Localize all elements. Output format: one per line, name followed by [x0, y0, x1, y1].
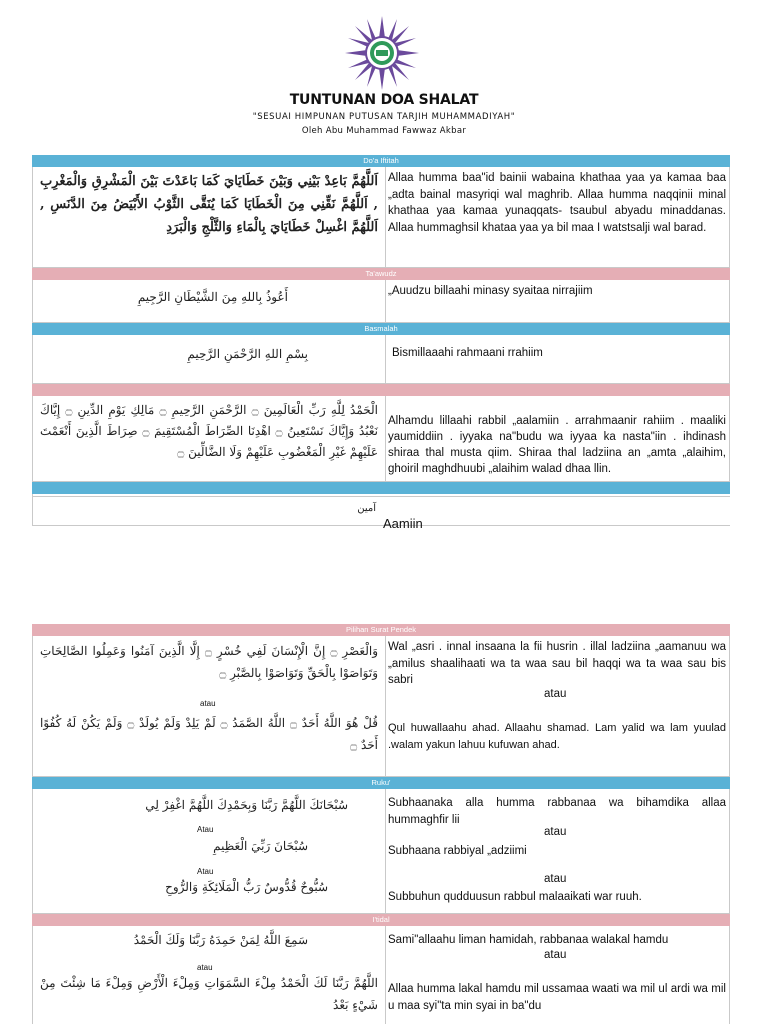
- latin-text-itidal-2: Allaa humma lakal hamdu mil ussamaa waati wa mil ul ardi wa mil u maa syi"ta min syai in ba"du: [388, 983, 726, 1012]
- arabic-text-surat-asr: وَالْعَصْرِ ۝ إِنَّ الْإِنْسَانَ لَفِي خُسْرٍ ۝ إِلَّا الَّذِينَ آمَنُوا وَعَمِلُوا الصَّالِحَاتِ وَتَوَاصَوْا بِالْحَقِّ وَتَوَاصَوْا بِالصَّبْرِ ۝: [40, 644, 378, 680]
- latin-text-surat-ikhlas: Qul huwallaahu ahad. Allaahu shamad. Lam yalid wa lam yuulad .walam yakun lahuu kufuwan ahad.: [388, 722, 726, 751]
- section-header-iftitah: Do'a Iftitah: [32, 155, 730, 167]
- atau-label: atau: [544, 688, 567, 700]
- latin-text-iftitah: Allaa humma baa"id bainii wabaina khathaa yaa ya kamaa baa „adta bainal masyriqi wal maghrib. Allaa humma naqqinii minal khathaa yaa kamaa yunaqqats- tsaubul abyadu minaddanas. Allaa hummaghsil khataa yaa ya bil maa I watstsalji wal barad.: [388, 172, 726, 234]
- atau-label: atau: [197, 963, 213, 972]
- arabic-text-taawudz: [40, 287, 378, 308]
- arabic-line-ruku-1: سُبْحَانَكَ اللَّهُمَّ رَبَّنَا وَبِحَمْدِكَ اللَّهُمَّ اغْفِرْ لِي: [145, 798, 348, 812]
- latin-text-ruku-2: Subhaana rabbiyal „adziimi: [388, 845, 527, 857]
- arabic-text-fatihah: الْحَمْدُ لِلَّهِ رَبِّ الْعَالَمِينَ ۝ الرَّحْمَنِ الرَّحِيمِ ۝ مَالِكِ يَوْمِ الدِّينِ ۝ إِيَّاكَ نَعْبُدُ وَإِيَّاكَ نَسْتَعِينُ ۝ اهْدِنَا الصِّرَاطَ الْمُسْتَقِيمَ ۝ صِرَاطَ الَّذِينَ أَنْعَمْتَ عَلَيْهِمْ غَيْرِ الْمَغْضُوبِ عَلَيْهِمْ وَلَا الضَّالِّينَ ۝: [40, 403, 378, 459]
- arabic-text-iftitah: اَللَّهُمَّ بَاعِدْ بَيْنِي وَبَيْنَ خَطَايَايَ كَمَا بَاعَدْتَ بَيْنَ الْمَشْرِقِ وَالْمَغْرِبِ , اَللَّهُمَّ نَقِّنِي مِنَ الْخَطَايَا كَمَا يُنَقَّى الثَّوْبُ الأَبْيَضُ مِنَ الدَّنَسِ , اَللَّهُمَّ اغْسِلْ خَطَايَايَ بِالْمَاءِ وَالثَّلْجِ وَالْبَرَدِ: [40, 174, 378, 235]
- latin-text-basmalah: Bismillaaahi rahmaani rrahiim: [392, 347, 543, 359]
- arabic-line-itidal-1: سَمِعَ اللَّهُ لِمَنْ حَمِدَهُ رَبَّنَا وَلَكَ الْحَمْدُ: [133, 933, 308, 947]
- page-subtitle: "SESUAI HIMPUNAN PUTUSAN TARJIH MUHAMMADIYAH": [252, 112, 516, 122]
- arabic-line-ruku-2: سُبْحَانَ رَبِّيَ الْعَظِيمِ: [213, 839, 308, 853]
- atau-label: Atau: [197, 825, 214, 834]
- atau-label: atau: [544, 873, 567, 885]
- section-header-basmalah: Basmalah: [32, 323, 730, 335]
- arabic-text-itidal-2: اللَّهُمَّ رَبَّنَا لَكَ الْحَمْدُ مِلْءَ السَّمَوَاتِ وَمِلْءَ الْأَرْضِ وَمِلْءَ مَا شِئْتَ مِنْ شَيْءٍ بَعْدُ: [40, 976, 378, 1012]
- arabic-line-basmalah: بِسْمِ اللهِ الرَّحْمَنِ الرَّحِيمِ: [187, 347, 308, 361]
- arabic-text-basmalah: [40, 344, 378, 365]
- arabic-line-ruku-3: سُبُّوحٌ قُدُّوسٌ رَبُّ الْمَلَائِكَةِ وَالرُّوحِ: [165, 880, 328, 894]
- arabic-text-surat-ikhlas: قُلْ هُوَ اللَّهُ أَحَدٌ ۝ اللَّهُ الصَّمَدُ ۝ لَمْ يَلِدْ وَلَمْ يُولَدْ ۝ وَلَمْ يَكُنْ لَهُ كُفُوًا أَحَدٌ ۝: [40, 716, 378, 752]
- arabic-text-ruku-1: [40, 795, 378, 816]
- atau-label: atau: [544, 826, 567, 838]
- latin-text-fatihah: Alhamdu lillaahi rabbil „aalamiin . arrahmaanir rahiim . maaliki yaumiddiin . iyyaka na"budu wa iyyaa ka nasta"iin . ihdinash shiraa thal musta qiim. Shiraa thal ladziina an „amta „alaihim, ghoiril maghdhuubi „alaihim walad dhaa llin.: [388, 415, 726, 475]
- latin-text-surat-asr: Wal „asri . innal insaana la fii husrin . illal ladziina „aamanuu wa „amilus shaalihaati wa ta waa sau bil haqqi wa ta waa sau bis sabri: [388, 641, 726, 686]
- atau-label: atau: [200, 699, 216, 708]
- latin-text-taawudz: „Auudzu billaahi minasy syaitaa nirrajiim: [388, 285, 593, 297]
- section-header-amin: [32, 482, 730, 494]
- latin-text-amin: Aamiin: [383, 516, 423, 531]
- muhammadiyah-logo-icon: [343, 14, 421, 92]
- arabic-text-ruku-2: [40, 836, 378, 857]
- arabic-line-taawudz: أَعُوذُ بِاللهِ مِنَ الشَّيْطَانِ الرَّجِيمِ: [137, 290, 288, 304]
- latin-text-ruku-3: Subbuhun qudduusun rabbul malaaikati war ruuh.: [388, 891, 642, 903]
- latin-text-ruku-1: Subhaanaka alla humma rabbanaa wa bihamdika allaa hummaghfir lii: [388, 797, 726, 826]
- section-header-itidal: I'tidal: [32, 914, 730, 926]
- latin-text-itidal-1: Sami"allaahu liman hamidah, rabbanaa walakal hamdu: [388, 934, 669, 946]
- section-header-surat: Pilihan Surat Pendek: [32, 624, 730, 636]
- arabic-text-amin: آمين: [357, 503, 376, 514]
- arabic-text-itidal-1: [40, 930, 378, 951]
- section-header-fatihah: [32, 384, 730, 396]
- section-header-taawudz: Ta'awudz: [32, 268, 730, 280]
- author-line: Oleh Abu Muhammad Fawwaz Akbar: [301, 126, 467, 136]
- atau-label: atau: [544, 949, 567, 961]
- atau-label: Atau: [197, 867, 214, 876]
- page-title: TUNTUNAN DOA SHALAT: [289, 92, 479, 108]
- section-header-ruku: Ruku': [32, 777, 730, 789]
- arabic-text-ruku-3: [40, 877, 378, 898]
